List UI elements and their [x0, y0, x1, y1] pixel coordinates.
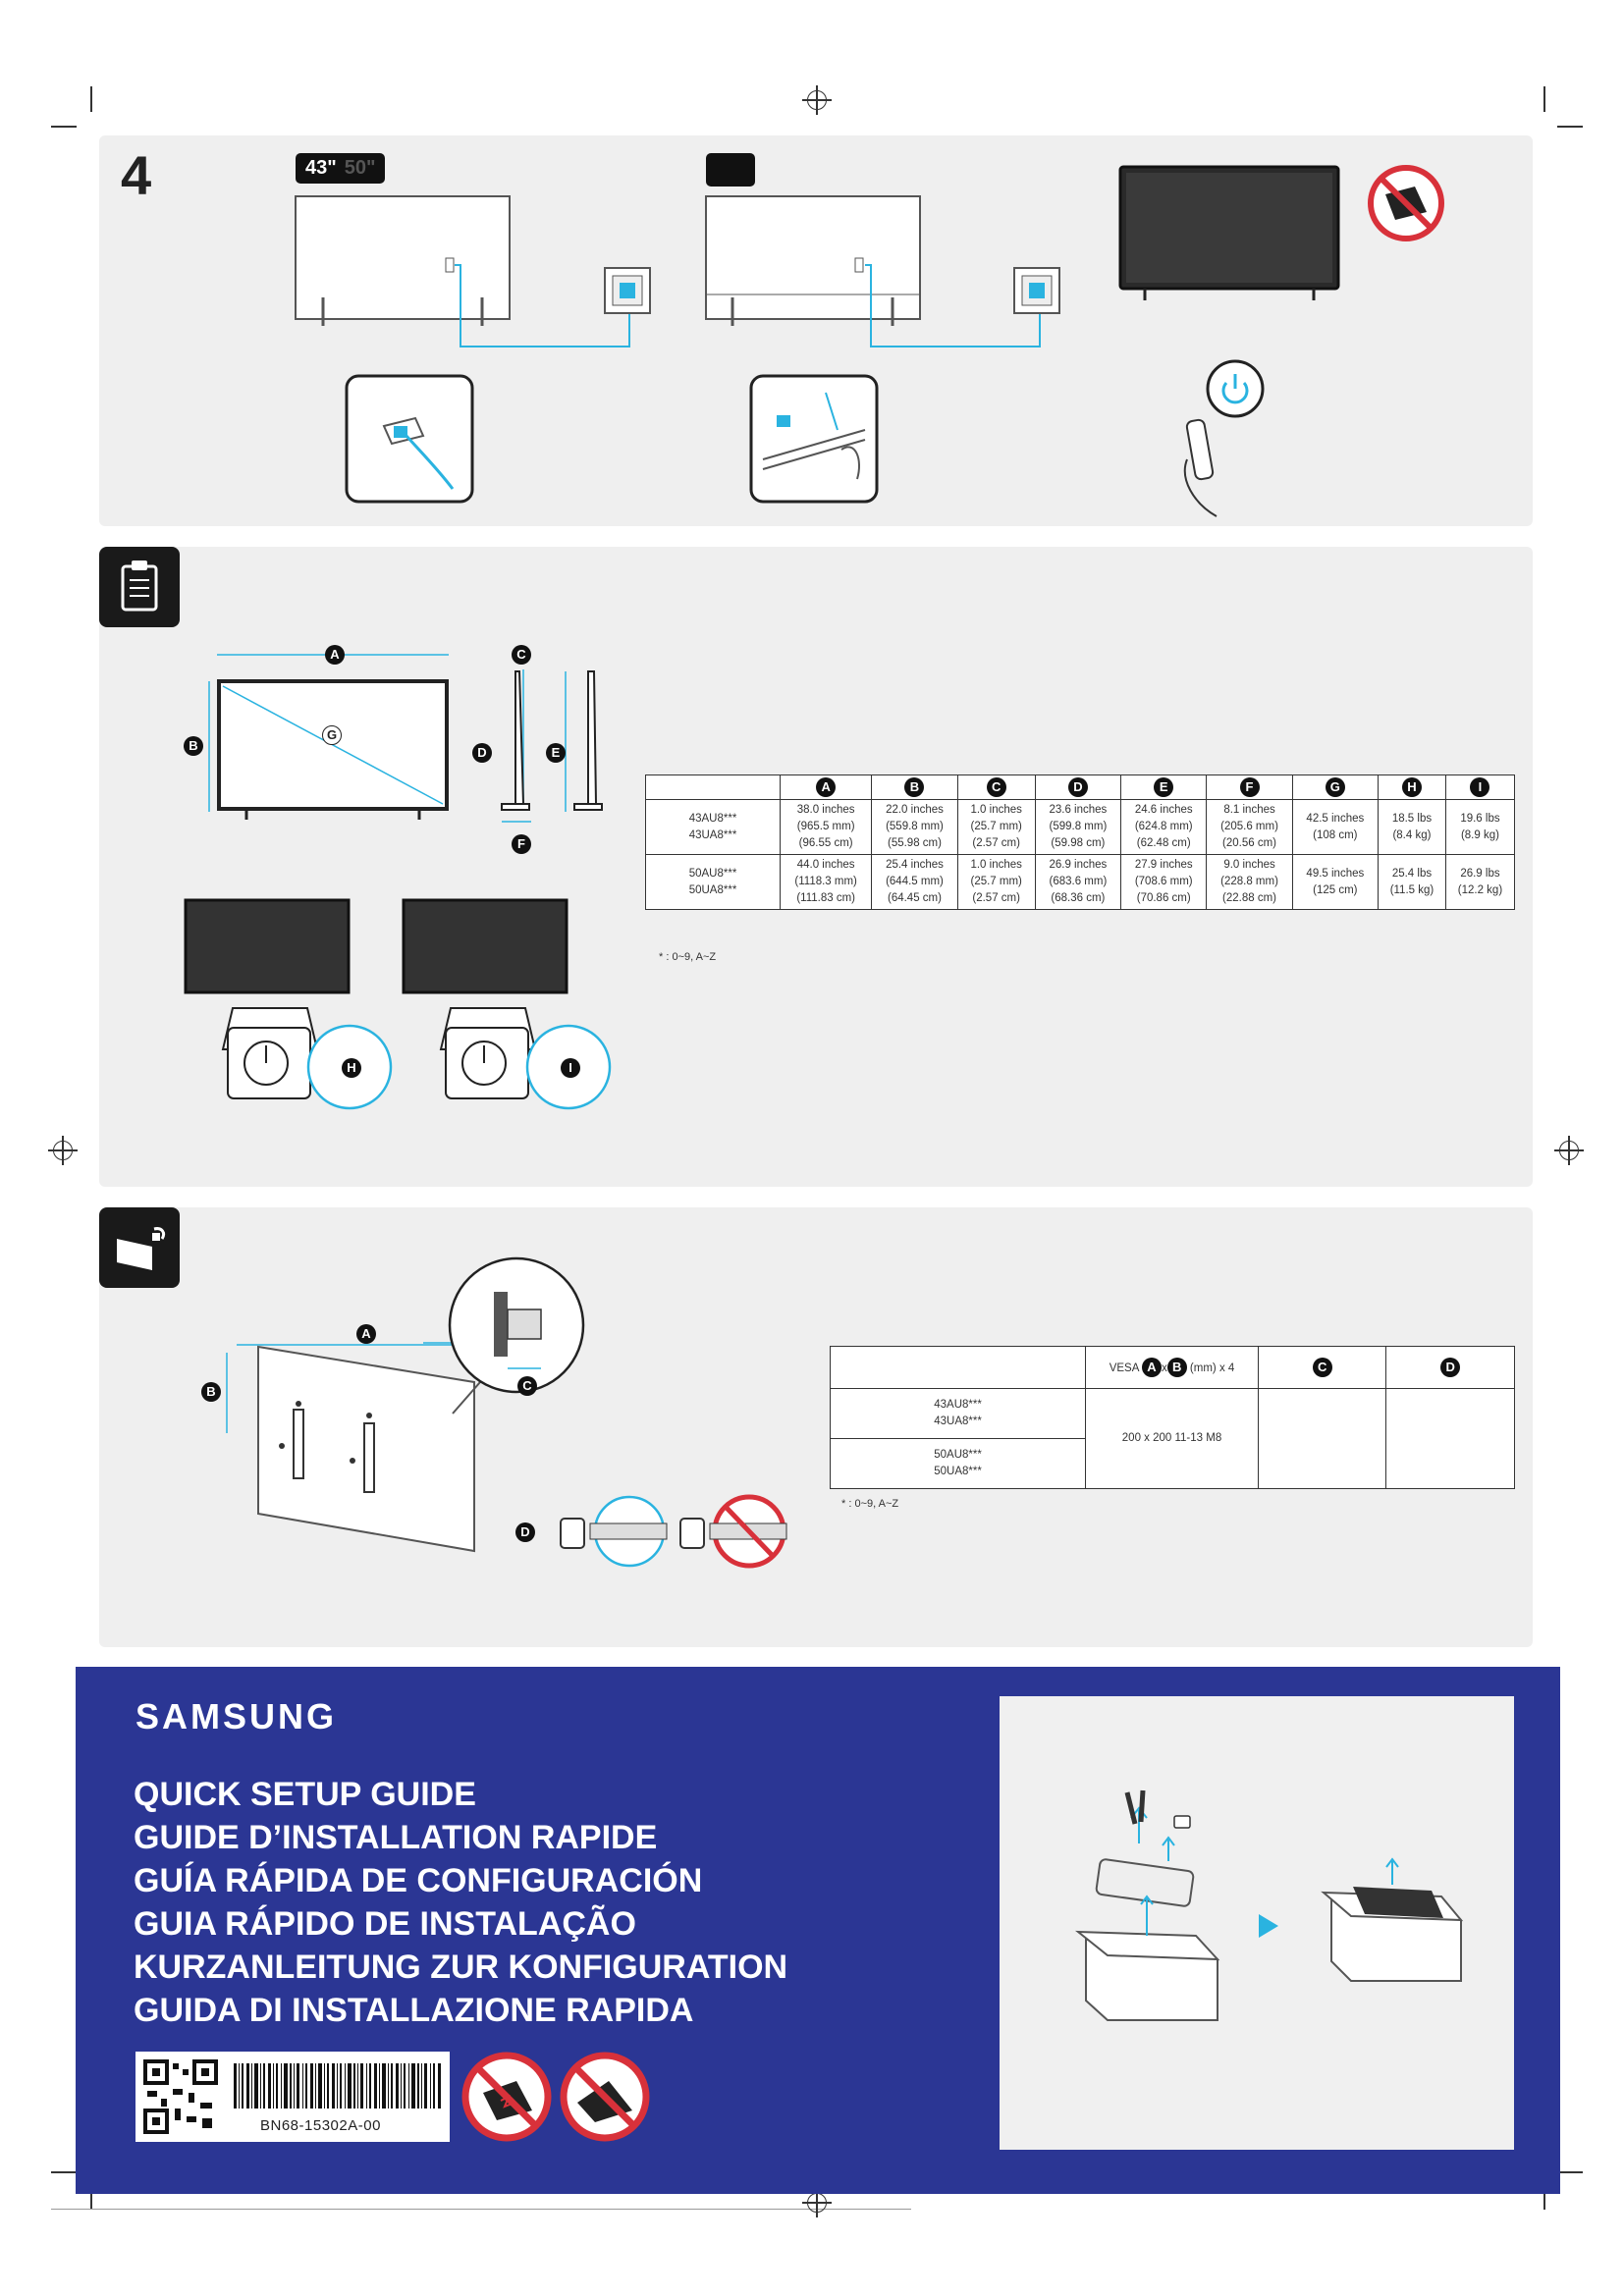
- wall-label-d: D: [515, 1522, 535, 1542]
- spec-header-cell: E: [1121, 775, 1207, 800]
- spec-header-cell: D: [1035, 775, 1120, 800]
- wall-label-c: C: [517, 1376, 537, 1396]
- spec-cell: 9.0 inches (228.8 mm) (22.88 cm): [1207, 855, 1292, 910]
- wall-model-cell: 43AU8*** 43UA8***: [831, 1389, 1086, 1439]
- crop-mark: [1543, 86, 1545, 112]
- warning-icons: [461, 2052, 658, 2146]
- title-en: QUICK SETUP GUIDE: [134, 1776, 476, 1813]
- label-b: B: [184, 736, 203, 756]
- wall-label-b: B: [201, 1382, 221, 1402]
- wall-d-cell: [1386, 1389, 1515, 1489]
- spec-cell: 27.9 inches (708.6 mm) (70.86 cm): [1121, 855, 1207, 910]
- size-tag-50: 50": [344, 157, 376, 179]
- spec-model-cell: 43AU8*** 43UA8***: [646, 800, 781, 855]
- registration-mark: [1559, 1141, 1579, 1160]
- wall-mount-diagram: [99, 1207, 845, 1647]
- specifications-panel: [99, 547, 1533, 1187]
- registration-mark: [807, 2193, 827, 2213]
- step-number: 4: [121, 144, 152, 206]
- spec-note: * : 0~9, A~Z: [659, 951, 717, 963]
- crop-mark: [51, 2171, 77, 2173]
- wall-label-a: A: [356, 1324, 376, 1344]
- title-de: KURZANLEITUNG ZUR KONFIGURATION: [134, 1949, 788, 1986]
- wall-c-cell: [1258, 1389, 1386, 1489]
- label-e: E: [546, 743, 566, 763]
- spec-header-row: [646, 775, 1515, 800]
- spec-row-50: [646, 855, 1515, 910]
- crop-mark: [51, 126, 77, 128]
- barcode-icon: [234, 2063, 442, 2109]
- label-f: F: [512, 834, 531, 854]
- spec-header-cell: H: [1379, 775, 1446, 800]
- spec-cell: 22.0 inches (559.8 mm) (55.98 cm): [872, 800, 957, 855]
- spec-header-cell: G: [1292, 775, 1378, 800]
- wall-header-row: [831, 1347, 1515, 1389]
- wall-mount-table: [830, 1346, 1515, 1489]
- spec-cell: 42.5 inches (108 cm): [1292, 800, 1378, 855]
- title-es: GUÍA RÁPIDA DE CONFIGURACIÓN: [134, 1862, 703, 1899]
- label-a: A: [325, 645, 345, 665]
- spec-header-cell: C: [957, 775, 1035, 800]
- part-code: BN68-15302A-00: [260, 2117, 381, 2134]
- wall-header-c: C: [1258, 1347, 1386, 1389]
- trim-line: [51, 2209, 911, 2210]
- size-tag-43: 43": [305, 157, 337, 179]
- unboxing-illustration: [1000, 1696, 1514, 2150]
- spec-header-cell: F: [1207, 775, 1292, 800]
- spec-cell: 8.1 inches (205.6 mm) (20.56 cm): [1207, 800, 1292, 855]
- title-pt: GUIA RÁPIDO DE INSTALAÇÃO: [134, 1905, 636, 1943]
- registration-mark: [53, 1141, 73, 1160]
- label-i: I: [561, 1058, 580, 1078]
- spec-cell: 1.0 inches (25.7 mm) (2.57 cm): [957, 800, 1035, 855]
- wall-header-d: D: [1386, 1347, 1515, 1389]
- wall-mount-panel: [99, 1207, 1533, 1647]
- title-it: GUIDA DI INSTALLAZIONE RAPIDA: [134, 1992, 694, 2029]
- crop-mark: [1557, 2171, 1583, 2173]
- wall-value-cell: 200 x 200 11-13 M8: [1086, 1389, 1259, 1489]
- spec-table: [645, 774, 1515, 910]
- label-g: G: [322, 725, 342, 745]
- label-h: H: [342, 1058, 361, 1078]
- spec-cell: 24.6 inches (624.8 mm) (62.48 cm): [1121, 800, 1207, 855]
- label-c: C: [512, 645, 531, 665]
- wall-header-blank: [831, 1347, 1086, 1389]
- wall-row-43: [831, 1389, 1515, 1439]
- qr-code-icon: [143, 2059, 218, 2134]
- spec-cell: 1.0 inches (25.7 mm) (2.57 cm): [957, 855, 1035, 910]
- spec-cell: 23.6 inches (599.8 mm) (59.98 cm): [1035, 800, 1120, 855]
- spec-cell: 44.0 inches (1118.3 mm) (111.83 cm): [781, 855, 872, 910]
- power-connection-illustration: [99, 135, 1533, 526]
- samsung-logo: SAMSUNG: [135, 1696, 338, 1736]
- crop-mark: [90, 86, 92, 112]
- label-d: D: [472, 743, 492, 763]
- spec-header-cell: B: [872, 775, 957, 800]
- spec-cell: 19.6 lbs (8.9 kg): [1445, 800, 1514, 855]
- spec-header-cell: A: [781, 775, 872, 800]
- spec-cell: 25.4 lbs (11.5 kg): [1379, 855, 1446, 910]
- spec-cell: 18.5 lbs (8.4 kg): [1379, 800, 1446, 855]
- crop-mark: [1557, 126, 1583, 128]
- title-fr: GUIDE D’INSTALLATION RAPIDE: [134, 1819, 658, 1856]
- registration-mark: [807, 90, 827, 110]
- wall-header-vesa: VESA A x B (mm) x 4: [1086, 1347, 1259, 1389]
- spec-cell: 49.5 inches (125 cm): [1292, 855, 1378, 910]
- guide-titles: [134, 1773, 787, 2032]
- spec-header-cell: I: [1445, 775, 1514, 800]
- step-4-panel: [99, 135, 1533, 526]
- spec-model-cell: 50AU8*** 50UA8***: [646, 855, 781, 910]
- spec-header-blank: [646, 775, 781, 800]
- unboxing-panel: [1000, 1696, 1514, 2150]
- spec-cell: 25.4 inches (644.5 mm) (64.45 cm): [872, 855, 957, 910]
- spec-cell: 38.0 inches (965.5 mm) (96.55 cm): [781, 800, 872, 855]
- spec-row-43: [646, 800, 1515, 855]
- wall-note: * : 0~9, A~Z: [841, 1498, 899, 1510]
- spec-cell: 26.9 lbs (12.2 kg): [1445, 855, 1514, 910]
- wall-model-cell: 50AU8*** 50UA8***: [831, 1439, 1086, 1489]
- spec-cell: 26.9 inches (683.6 mm) (68.36 cm): [1035, 855, 1120, 910]
